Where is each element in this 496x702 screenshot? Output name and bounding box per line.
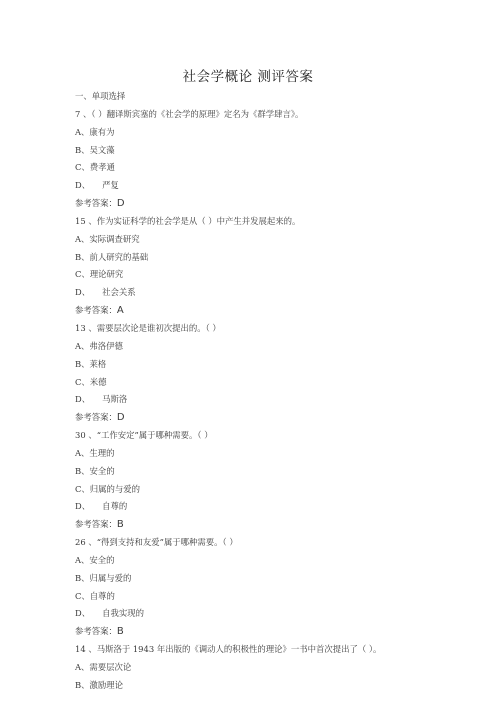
option-b: B、前人研究的基础 (75, 251, 149, 262)
question-block (75, 213, 456, 320)
option-d-text: 严复 (102, 180, 119, 191)
option-d-label: D、 (75, 608, 91, 619)
answer-letter: B (116, 519, 124, 531)
answer-line (75, 623, 456, 641)
question-text: 13 、需要层次论是谁初次提出的。（ ） (75, 322, 221, 333)
answer-label: 参考答案： (75, 626, 117, 637)
option-a: A、安全的 (75, 554, 115, 565)
option-c: C、自尊的 (75, 590, 115, 601)
option-d (75, 391, 456, 409)
option-d (75, 498, 456, 516)
option-c: C、米德 (75, 376, 107, 387)
option-b: B、安全的 (75, 465, 115, 476)
question-block (75, 641, 456, 695)
option-b: B、激励理论 (75, 679, 124, 690)
option-d-text: 自尊的 (102, 501, 128, 512)
section-heading: 一、单项选择 (75, 91, 126, 101)
answer-label: 参考答案： (75, 519, 117, 530)
option-a: A、生理的 (75, 447, 115, 458)
option-c: C、归属的与爱的 (75, 483, 141, 494)
option-d-label: D、 (75, 180, 91, 191)
option-d-label: D、 (75, 394, 91, 405)
option-d-text: 自我实现的 (102, 608, 144, 619)
answer-line (75, 516, 456, 534)
option-d-label: D、 (75, 287, 91, 298)
answer-line (75, 409, 456, 427)
option-b: B、莱格 (75, 358, 107, 369)
option-d-text: 社会关系 (102, 287, 136, 298)
option-d-label: D、 (75, 501, 91, 512)
option-a: A、实际调查研究 (75, 233, 140, 244)
answer-line (75, 302, 456, 320)
question-block (75, 427, 456, 534)
answer-letter: A (116, 305, 124, 317)
answer-label: 参考答案： (75, 305, 117, 316)
option-b: B、归属与爱的 (75, 572, 132, 583)
answer-label: 参考答案： (75, 412, 117, 423)
answer-letter: B (116, 626, 124, 638)
option-c: C、理论研究 (75, 269, 124, 280)
option-c: C、费孝通 (75, 162, 115, 173)
option-a: A、需要层次论 (75, 662, 132, 672)
question-block (75, 106, 456, 213)
question-block (75, 534, 456, 641)
option-a: A、康有为 (75, 126, 115, 137)
option-d (75, 284, 456, 302)
question-text: 30 、“工作安定”属于哪种需要。（ ） (75, 430, 213, 441)
option-d (75, 177, 456, 195)
question-text: 15 、作为实证科学的社会学是从（ ）中产生并发展起来的。 (75, 215, 301, 226)
option-d (75, 605, 456, 623)
document-body (75, 88, 456, 695)
answer-label: 参考答案： (75, 198, 117, 209)
question-text: 14 、马斯洛于 1943 年出版的《调动人的积极性的理论》一书中首次提出了（ ）。 (75, 644, 382, 655)
option-b: B、吴文藻 (75, 144, 115, 155)
option-a: A、弗洛伊德 (75, 340, 123, 351)
answer-line (75, 195, 456, 213)
page-title: 社会学概论 测评答案 (182, 69, 314, 85)
option-d-text: 马斯洛 (102, 394, 128, 405)
answer-letter: D (116, 412, 125, 424)
answer-letter: D (116, 198, 125, 210)
question-block (75, 320, 456, 427)
question-text: 26 、“得到支持和友爱”属于哪种需要。（ ） (75, 537, 238, 548)
question-text: 7 、（ ）翻译斯宾塞的《社会学的原理》定名为《群学肆言》。 (75, 108, 304, 119)
